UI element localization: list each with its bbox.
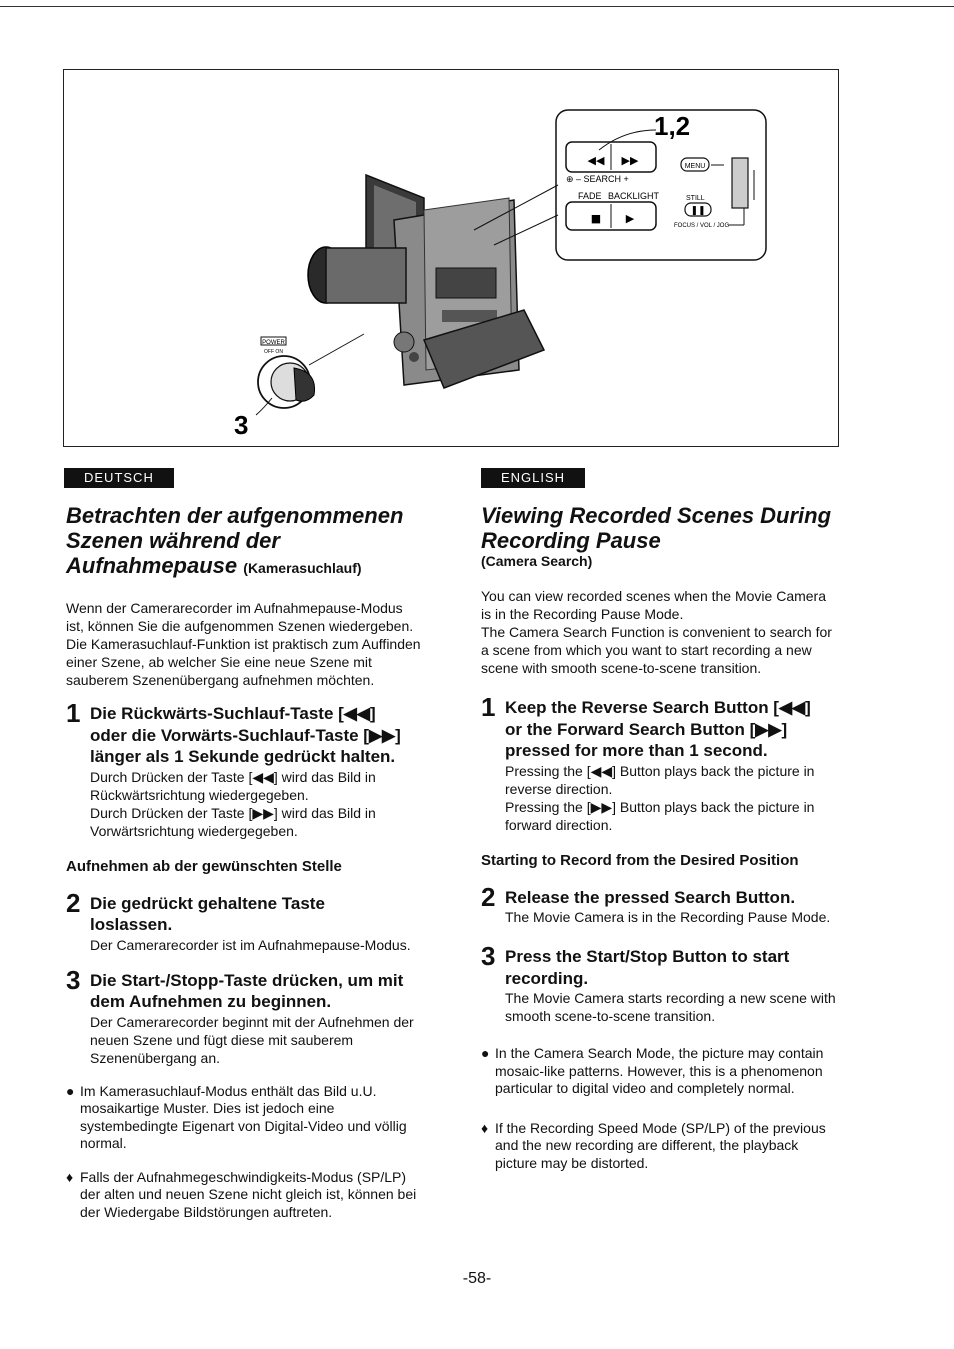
svg-text:▶: ▶: [625, 212, 635, 225]
english-title: Viewing Recorded Scenes During Recording Pause: [481, 503, 832, 553]
english-section-heading: Starting to Record from the Desired Position: [481, 851, 799, 869]
menu-label: MENU: [684, 163, 706, 170]
still-label: STILL: [686, 195, 705, 202]
english-tab: ENGLISH: [481, 468, 585, 488]
english-title-sub: (Camera Search): [481, 553, 593, 569]
deutsch-column: [66, 503, 431, 1221]
focus-label: FOCUS / VOL / JOG: [674, 223, 730, 229]
english-column: [481, 503, 846, 1172]
deutsch-intro: Wenn der Camerarecorder im Aufnahmepause-Modus ist, können Sie die aufgenommen Szenen wiedergeben. Die Kamerasuchlauf-Funktion ist praktisch zum Auffinden einer Szene, ab welcher Sie eine neue Szene mit sauberem Szenenübergang aufnehmen möchten.: [66, 600, 421, 688]
camcorder-illustration: [63, 69, 839, 447]
camcorder-drawing: [64, 70, 840, 448]
deutsch-title-sub: (Kamerasuchlauf): [243, 560, 362, 576]
power-switch-icon: [256, 334, 364, 415]
deutsch-tab: DEUTSCH: [64, 468, 174, 488]
deutsch-title: Betrachten der aufgenommenen Szenen während der Aufnahmepause (Kamerasuchlauf): [66, 503, 404, 578]
deutsch-step-3: 3 Die Start-/Stopp-Taste drücken, um mit dem Aufnehmen zu beginnen. Der Camerarecorder beginnt mit der Aufnehmen der neuen Szene und fügt diese mit sauberem Szenenübergang an.: [66, 964, 414, 1066]
english-step-2: 2 Release the pressed Search Button. The Movie Camera is in the Recording Pause Mode.: [481, 881, 831, 925]
deutsch-section-heading: Aufnehmen ab der gewünschten Stelle: [66, 857, 342, 875]
english-intro: You can view recorded scenes when the Movie Camera is in the Recording Pause Mode. The Camera Search Function is convenient to search for a scene from which you want to start recording a new scene with smooth scene-to-scene transition.: [481, 588, 832, 676]
deutsch-note-2: ♦ Falls der Aufnahmegeschwindigkeits-Modus (SP/LP) der alten und neuen Szene nicht gleich ist, können bei der Wiedergabe Bildstörungen auftreten.: [66, 1168, 417, 1220]
bullet-diamond-icon: ♦: [481, 1119, 489, 1136]
fade-label: FADE: [578, 191, 602, 201]
english-note-2: ♦ If the Recording Speed Mode (SP/LP) of the previous and the new recording are different, the playback picture may be distorted.: [481, 1119, 826, 1171]
control-panel-inset: [474, 110, 766, 260]
svg-text:◀◀: ◀◀: [587, 154, 605, 167]
jog-dial-icon: [732, 158, 748, 208]
english-step-3: 3 Press the Start/Stop Button to start recording. The Movie Camera starts recording a new scene with smooth scene-to-scene transition.: [481, 941, 836, 1024]
deutsch-note-1: ● Im Kamerasuchlauf-Modus enthält das Bild u.U. mosaikartige Muster. Dies ist jedoch eine systembedingte Eigenart von Digital-Video und völlig normal.: [66, 1082, 407, 1151]
page-top-rule: [0, 6, 954, 7]
backlight-label: BACKLIGHT: [608, 191, 660, 201]
english-step-1: 1 Keep the Reverse Search Button [◀◀] or the Forward Search Button [▶▶] pressed for more than 1 second. Pressing the [◀◀] Button plays back the picture in reverse direction. Pressing the [▶▶] Button plays back the picture in forward direction.: [481, 692, 815, 833]
svg-text:❚❚: ❚❚: [690, 206, 706, 216]
power-sub-label: OFF ON: [264, 349, 283, 355]
search-label: ⊕ – SEARCH +: [566, 174, 629, 184]
english-note-1: ● In the Camera Search Mode, the picture may contain mosaic-like patterns. However, this is a phenomenon particular to digital video and completely normal.: [481, 1045, 824, 1096]
power-label: POWER: [262, 340, 285, 346]
camcorder-icon: [308, 175, 544, 388]
deutsch-step-1: 1 Die Rückwärts-Suchlauf-Taste [◀◀] oder die Vorwärts-Suchlauf-Taste [▶▶] länger als 1 Sekunde gedrückt halten. Durch Drücken der Taste [◀◀] wird das Bild in Rückwärtsrichtung wiedergegeben. Durch Drücken der Taste [▶▶] wird das Bild in Vorwärtsrichtung wiedergegeben.: [66, 698, 401, 839]
bullet-dot-icon: ●: [481, 1045, 490, 1061]
callout-1-2: 1,2: [654, 111, 691, 141]
deutsch-step-2: 2 Die gedrückt gehaltene Taste loslassen. Der Camerarecorder ist im Aufnahmepause-Modus.: [66, 887, 411, 953]
callout-3: 3: [234, 410, 249, 440]
page-number: -58-: [462, 1270, 492, 1287]
bullet-diamond-icon: ♦: [66, 1168, 74, 1185]
bullet-dot-icon: ●: [66, 1082, 75, 1099]
svg-text:▶▶: ▶▶: [621, 154, 639, 167]
svg-text:■: ■: [590, 212, 602, 225]
